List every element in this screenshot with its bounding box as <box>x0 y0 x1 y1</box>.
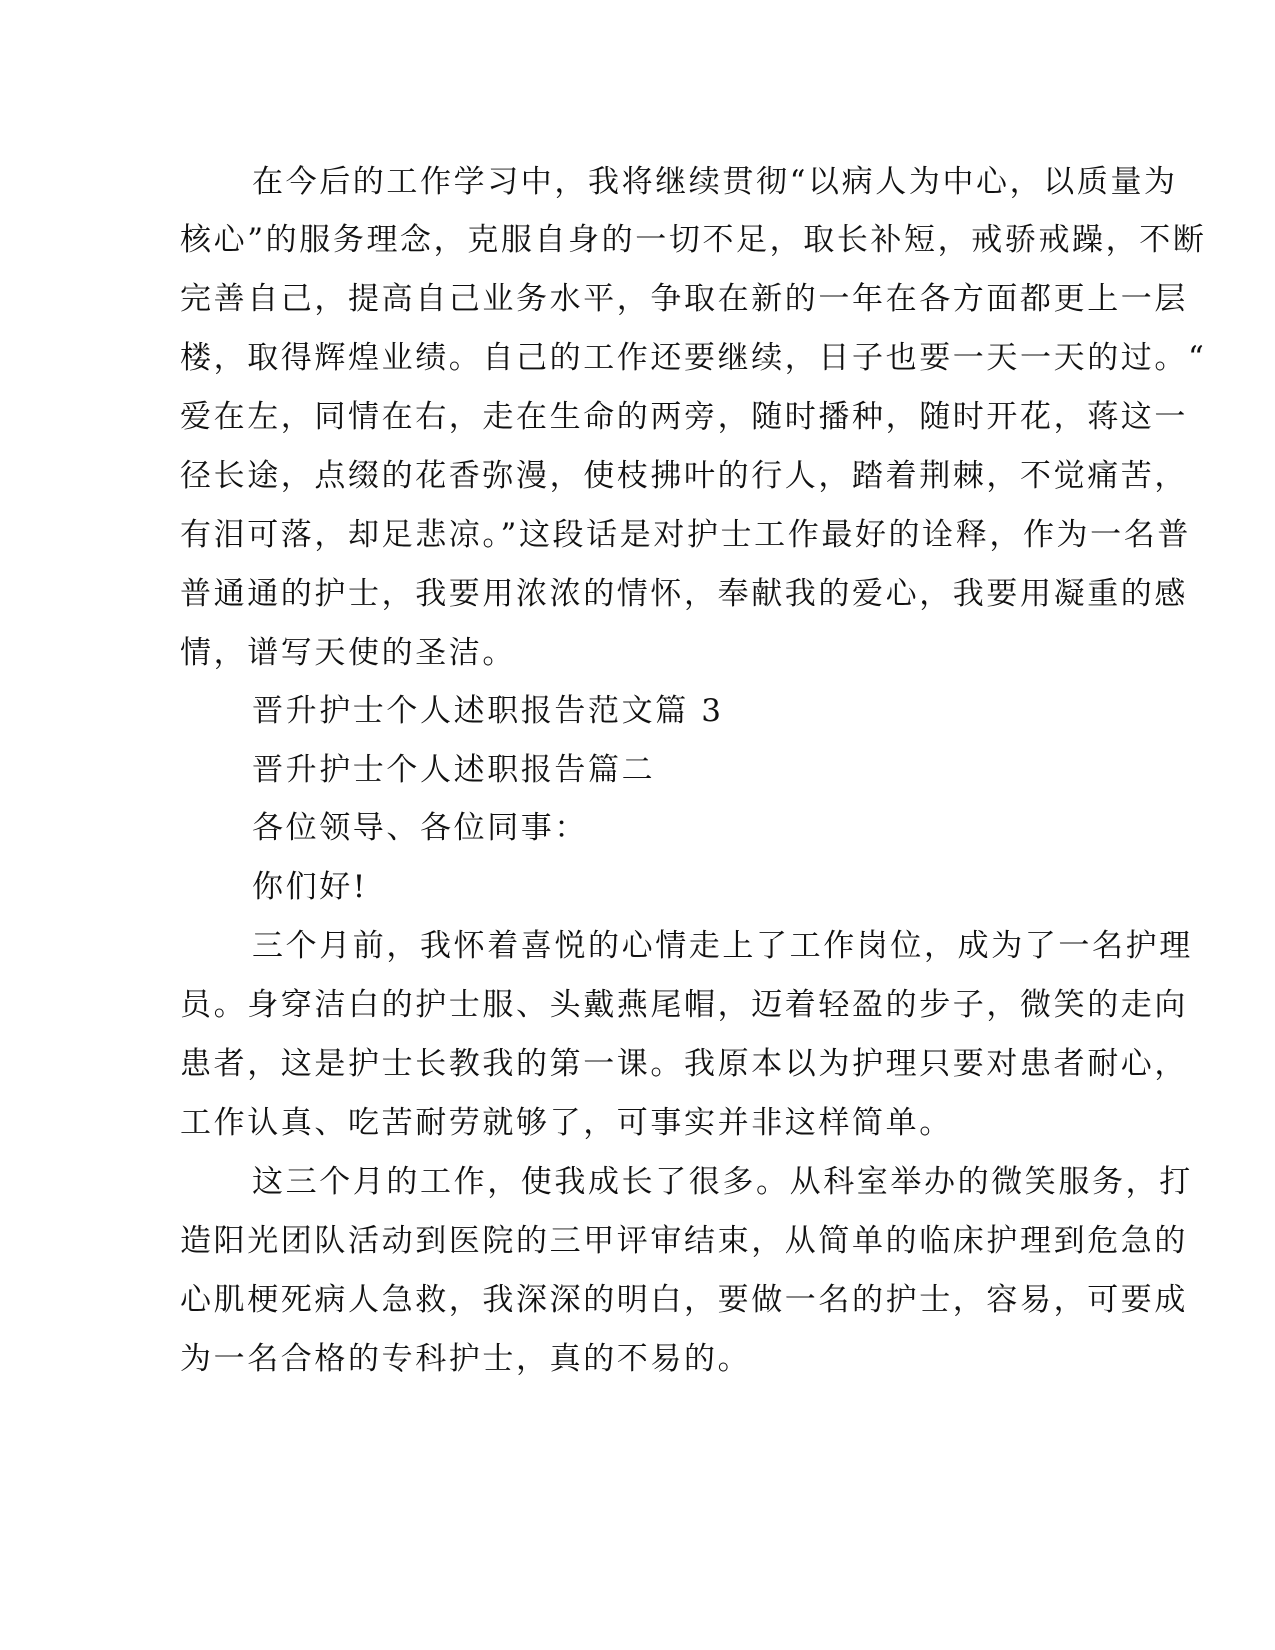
paragraph-2-line-1: 三个月前，我怀着喜悦的心情走上了工作岗位，成为了一名护理 <box>252 928 1193 964</box>
salutation: 各位领导、各位同事： <box>252 810 588 846</box>
paragraph-1-line-6: 径长途，点缀的花香弥漫，使枝拂叶的行人，踏着荆棘，不觉痛苦， <box>180 458 1188 494</box>
paragraph-2-line-2: 员。身穿洁白的护士服、头戴燕尾帽，迈着轻盈的步子，微笑的走向 <box>180 987 1188 1023</box>
paragraph-1-line-4: 楼，取得辉煌业绩。自己的工作还要继续，日子也要一天一天的过。“ <box>180 340 1207 376</box>
paragraph-2-line-3: 患者，这是护士长教我的第一课。我原本以为护理只要对患者耐心， <box>180 1046 1188 1082</box>
paragraph-1-line-2: 核心”的服务理念，克服自身的一切不足，取长补短，戒骄戒躁，不断 <box>180 222 1207 258</box>
section-heading-2: 晋升护士个人述职报告篇二 <box>252 752 656 788</box>
paragraph-1-line-8: 普通通的护士，我要用浓浓的情怀，奉献我的爱心，我要用凝重的感 <box>180 576 1188 612</box>
paragraph-1-line-5: 爱在左，同情在右，走在生命的两旁，随时播种，随时开花，蒋这一 <box>180 399 1188 435</box>
paragraph-1-line-9: 情，谱写天使的圣洁。 <box>180 635 516 671</box>
greeting: 你们好! <box>252 869 368 905</box>
section-heading-1: 晋升护士个人述职报告范文篇 3 <box>252 693 724 729</box>
paragraph-1-line-3: 完善自己，提高自己业务水平，争取在新的一年在各方面都更上一层 <box>180 281 1188 317</box>
paragraph-1-line-7: 有泪可落，却足悲凉。”这段话是对护士工作最好的诠释，作为一名普 <box>180 517 1191 553</box>
paragraph-3-line-3: 心肌梗死病人急救，我深深的明白，要做一名的护士，容易，可要成 <box>180 1282 1188 1318</box>
paragraph-3-line-4: 为一名合格的专科护士，真的不易的。 <box>180 1341 752 1377</box>
paragraph-3-line-2: 造阳光团队活动到医院的三甲评审结束，从简单的临床护理到危急的 <box>180 1223 1188 1259</box>
paragraph-2-line-4: 工作认真、吃苦耐劳就够了，可事实并非这样简单。 <box>180 1105 953 1141</box>
paragraph-1-line-1: 在今后的工作学习中，我将继续贯彻“以病人为中心，以质量为 <box>252 164 1178 200</box>
paragraph-3-line-1: 这三个月的工作，使我成长了很多。从科室举办的微笑服务，打 <box>252 1164 1193 1200</box>
